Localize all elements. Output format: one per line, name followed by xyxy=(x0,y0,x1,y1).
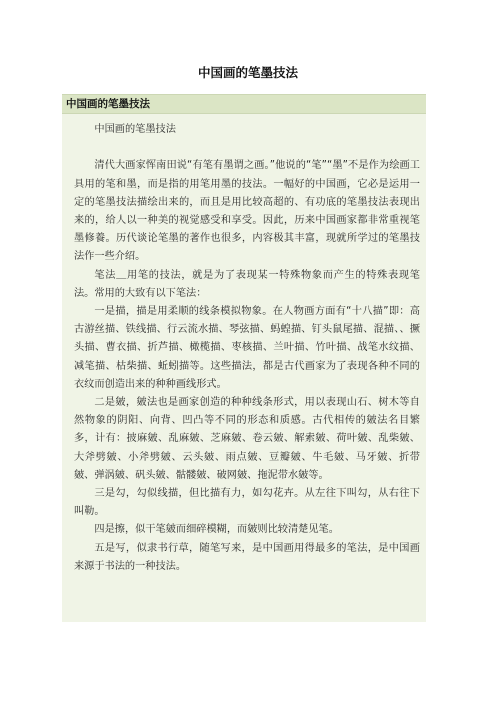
paragraph-brush-method: 笔法＿用笔的技法，就是为了表现某一特殊物象而产生的特殊表现笔法。常用的大致有以下笔法： xyxy=(74,269,420,299)
panel-header xyxy=(62,94,426,114)
paragraph-gou: 三是勾，勾似线描，但比描有力，如勾花卉。从左往下叫勾，从右往下叫勒。 xyxy=(74,488,420,518)
article-subtitle: 中国画的笔墨技法 xyxy=(94,124,176,135)
page-title: 中国画的笔墨技法 xyxy=(197,65,298,80)
paragraph-cun: 二是皴，皴法也是画家创造的种种线条形式，用以表现山石、树木等自然物象的阴阳、向背、凹凸等不同的形态和质感。古代相传的皴法名目繁多，计有：披麻皴、乱麻皴、芝麻皴、卷云皴、解索皴、荷叶皴、乱柴皴、大斧劈皴、小斧劈皴、云头皴、雨点皴、豆瓣皴、牛毛皴、马牙皴、折带皴、弹涡皴、矾头皴、骷髅皴、破网皴、拖泥带水皴等。 xyxy=(74,397,420,481)
paragraph-intro: 清代大画家恽南田说“有笔有墨谓之画。”他说的“笔”“墨”不是作为绘画工具用的笔和墨，而是指的用笔用墨的技法。一幅好的中国画，它必是运用一定的笔墨技法描绘出来的，而且是用比较高超的、有功底的笔墨技法表现出来的，给人以一种美的视觉感受和享受。因此，历来中国画家都非常重视笔墨修養。历代谈论笔墨的著作也很多，内容极其丰富，现就所学过的笔墨技法作一些介绍。 xyxy=(74,160,420,263)
panel-header-title: 中国画的笔墨技法 xyxy=(66,98,150,110)
paragraph-miao: 一是描，描是用柔顺的线条模拟物象。在人物画方面有“十八描”即：高古游丝描、铁线描、行云流水描、琴弦描、蚂蝗描、钉头鼠尾描、混描、、撅头描、曹衣描、折芦描、橄榄描、枣核描、兰叶描、竹叶描、战笔水纹描、减笔描、枯柴描、蚯蚓描等。这些描法，都是古代画家为了表现各种不同的衣纹而创造出来的种种画线形式。 xyxy=(74,306,420,390)
paragraph-ca: 四是擦，似干笔皴而细碎模糊，而皴则比较清楚见笔。 xyxy=(94,524,339,536)
article-panel xyxy=(62,94,426,622)
paragraph-xie: 五是写，似隶书行草，随笔写来，是中国画用得最多的笔法，是中国画来源于书法的一种技法。 xyxy=(74,542,420,572)
article-body xyxy=(74,121,420,576)
